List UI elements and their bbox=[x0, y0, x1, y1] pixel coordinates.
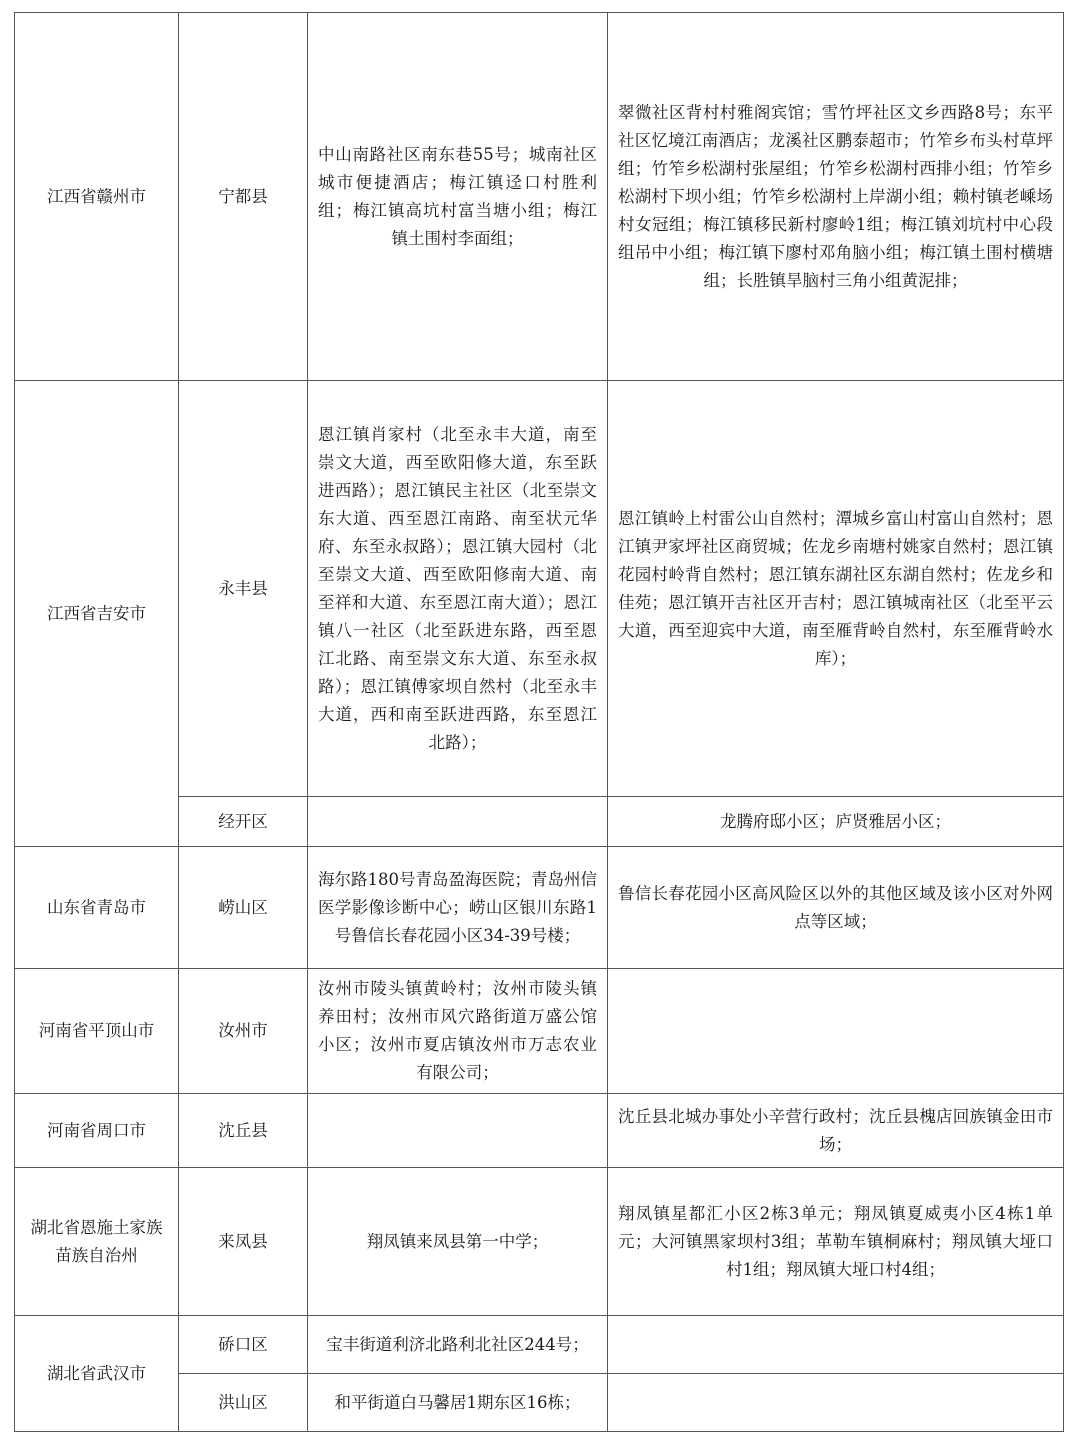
table-row bbox=[15, 1168, 1064, 1316]
medium-risk-cell: 中山南路社区南东巷55号；城南社区城市便捷酒店；梅江镇迳口村胜利组；梅江镇高坑村富当塘小组；梅江镇土围村李面组； bbox=[308, 13, 608, 381]
county-cell: 汝州市 bbox=[179, 969, 308, 1094]
city-cell: 江西省吉安市 bbox=[15, 381, 179, 847]
city-cell: 江西省赣州市 bbox=[15, 13, 179, 381]
medium-risk-cell: 汝州市陵头镇黄岭村；汝州市陵头镇养田村；汝州市风穴路街道万盛公馆小区；汝州市夏店镇汝州市万志农业有限公司； bbox=[308, 969, 608, 1094]
medium-risk-cell bbox=[308, 1094, 608, 1168]
medium-risk-cell: 海尔路180号青岛盈海医院；青岛州信医学影像诊断中心；崂山区银川东路1号鲁信长春花园小区34-39号楼； bbox=[308, 847, 608, 969]
table-row bbox=[15, 381, 1064, 797]
low-risk-cell: 沈丘县北城办事处小辛营行政村；沈丘县槐店回族镇金田市场； bbox=[608, 1094, 1064, 1168]
low-risk-cell bbox=[608, 1316, 1064, 1374]
medium-risk-cell: 和平街道白马馨居1期东区16栋； bbox=[308, 1374, 608, 1432]
county-cell: 崂山区 bbox=[179, 847, 308, 969]
risk-area-table bbox=[14, 12, 1064, 1432]
medium-risk-cell: 恩江镇肖家村（北至永丰大道，南至崇文大道，西至欧阳修大道，东至跃进西路）；恩江镇民主社区（北至崇文东大道、西至恩江南路、南至状元华府、东至永叔路）；恩江镇大园村（北至崇文大道、西至欧阳修南大道、南至祥和大道、东至恩江南大道）；恩江镇八一社区（北至跃进东路，西至恩江北路、南至崇文东大道、东至永叔路）；恩江镇傅家坝自然村（北至永丰大道，西和南至跃进西路，东至恩江北路）； bbox=[308, 381, 608, 797]
county-cell: 来凤县 bbox=[179, 1168, 308, 1316]
table-row bbox=[15, 1316, 1064, 1374]
table-row bbox=[15, 969, 1064, 1094]
city-cell: 山东省青岛市 bbox=[15, 847, 179, 969]
low-risk-cell: 恩江镇岭上村雷公山自然村；潭城乡富山村富山自然村；恩江镇尹家坪社区商贸城；佐龙乡南塘村姚家自然村；恩江镇花园村岭背自然村；恩江镇东湖社区东湖自然村；佐龙乡和佳苑；恩江镇开吉社区开吉村；恩江镇城南社区（北至平云大道，西至迎宾中大道，南至雁背岭自然村，东至雁背岭水库）； bbox=[608, 381, 1064, 797]
table-row bbox=[15, 847, 1064, 969]
low-risk-cell: 翠微社区背村村雅阁宾馆；雪竹坪社区文乡西路8号；东平社区忆境江南酒店；龙溪社区鹏泰超市；竹笮乡布头村草坪组；竹笮乡松湖村张屋组；竹笮乡松湖村西排小组；竹笮乡松湖村下坝小组；竹笮乡松湖村上岸湖小组；赖村镇老嵊场村女冠组；梅江镇移民新村廖岭1组；梅江镇刘坑村中心段组吊中小组；梅江镇下廖村邓角脑小组；梅江镇土围村横塘组；长胜镇旱脑村三角小组黄泥排； bbox=[608, 13, 1064, 381]
medium-risk-cell bbox=[308, 797, 608, 847]
county-cell: 硚口区 bbox=[179, 1316, 308, 1374]
city-cell: 河南省周口市 bbox=[15, 1094, 179, 1168]
table-row bbox=[15, 13, 1064, 381]
low-risk-cell bbox=[608, 1374, 1064, 1432]
county-cell: 经开区 bbox=[179, 797, 308, 847]
city-cell: 河南省平顶山市 bbox=[15, 969, 179, 1094]
low-risk-cell bbox=[608, 969, 1064, 1094]
low-risk-cell: 翔凤镇星都汇小区2栋3单元；翔凤镇夏威夷小区4栋1单元；大河镇黑家坝村3组；革勒车镇桐麻村；翔凤镇大垭口村1组；翔凤镇大垭口村4组； bbox=[608, 1168, 1064, 1316]
low-risk-cell: 龙腾府邸小区；庐贤雅居小区； bbox=[608, 797, 1064, 847]
low-risk-cell: 鲁信长春花园小区高风险区以外的其他区域及该小区对外网点等区域； bbox=[608, 847, 1064, 969]
medium-risk-cell: 翔凤镇来凤县第一中学； bbox=[308, 1168, 608, 1316]
county-cell: 宁都县 bbox=[179, 13, 308, 381]
table-row bbox=[15, 1094, 1064, 1168]
city-cell: 湖北省恩施土家族苗族自治州 bbox=[15, 1168, 179, 1316]
county-cell: 永丰县 bbox=[179, 381, 308, 797]
city-cell: 湖北省武汉市 bbox=[15, 1316, 179, 1432]
county-cell: 沈丘县 bbox=[179, 1094, 308, 1168]
medium-risk-cell: 宝丰街道利济北路利北社区244号； bbox=[308, 1316, 608, 1374]
county-cell: 洪山区 bbox=[179, 1374, 308, 1432]
